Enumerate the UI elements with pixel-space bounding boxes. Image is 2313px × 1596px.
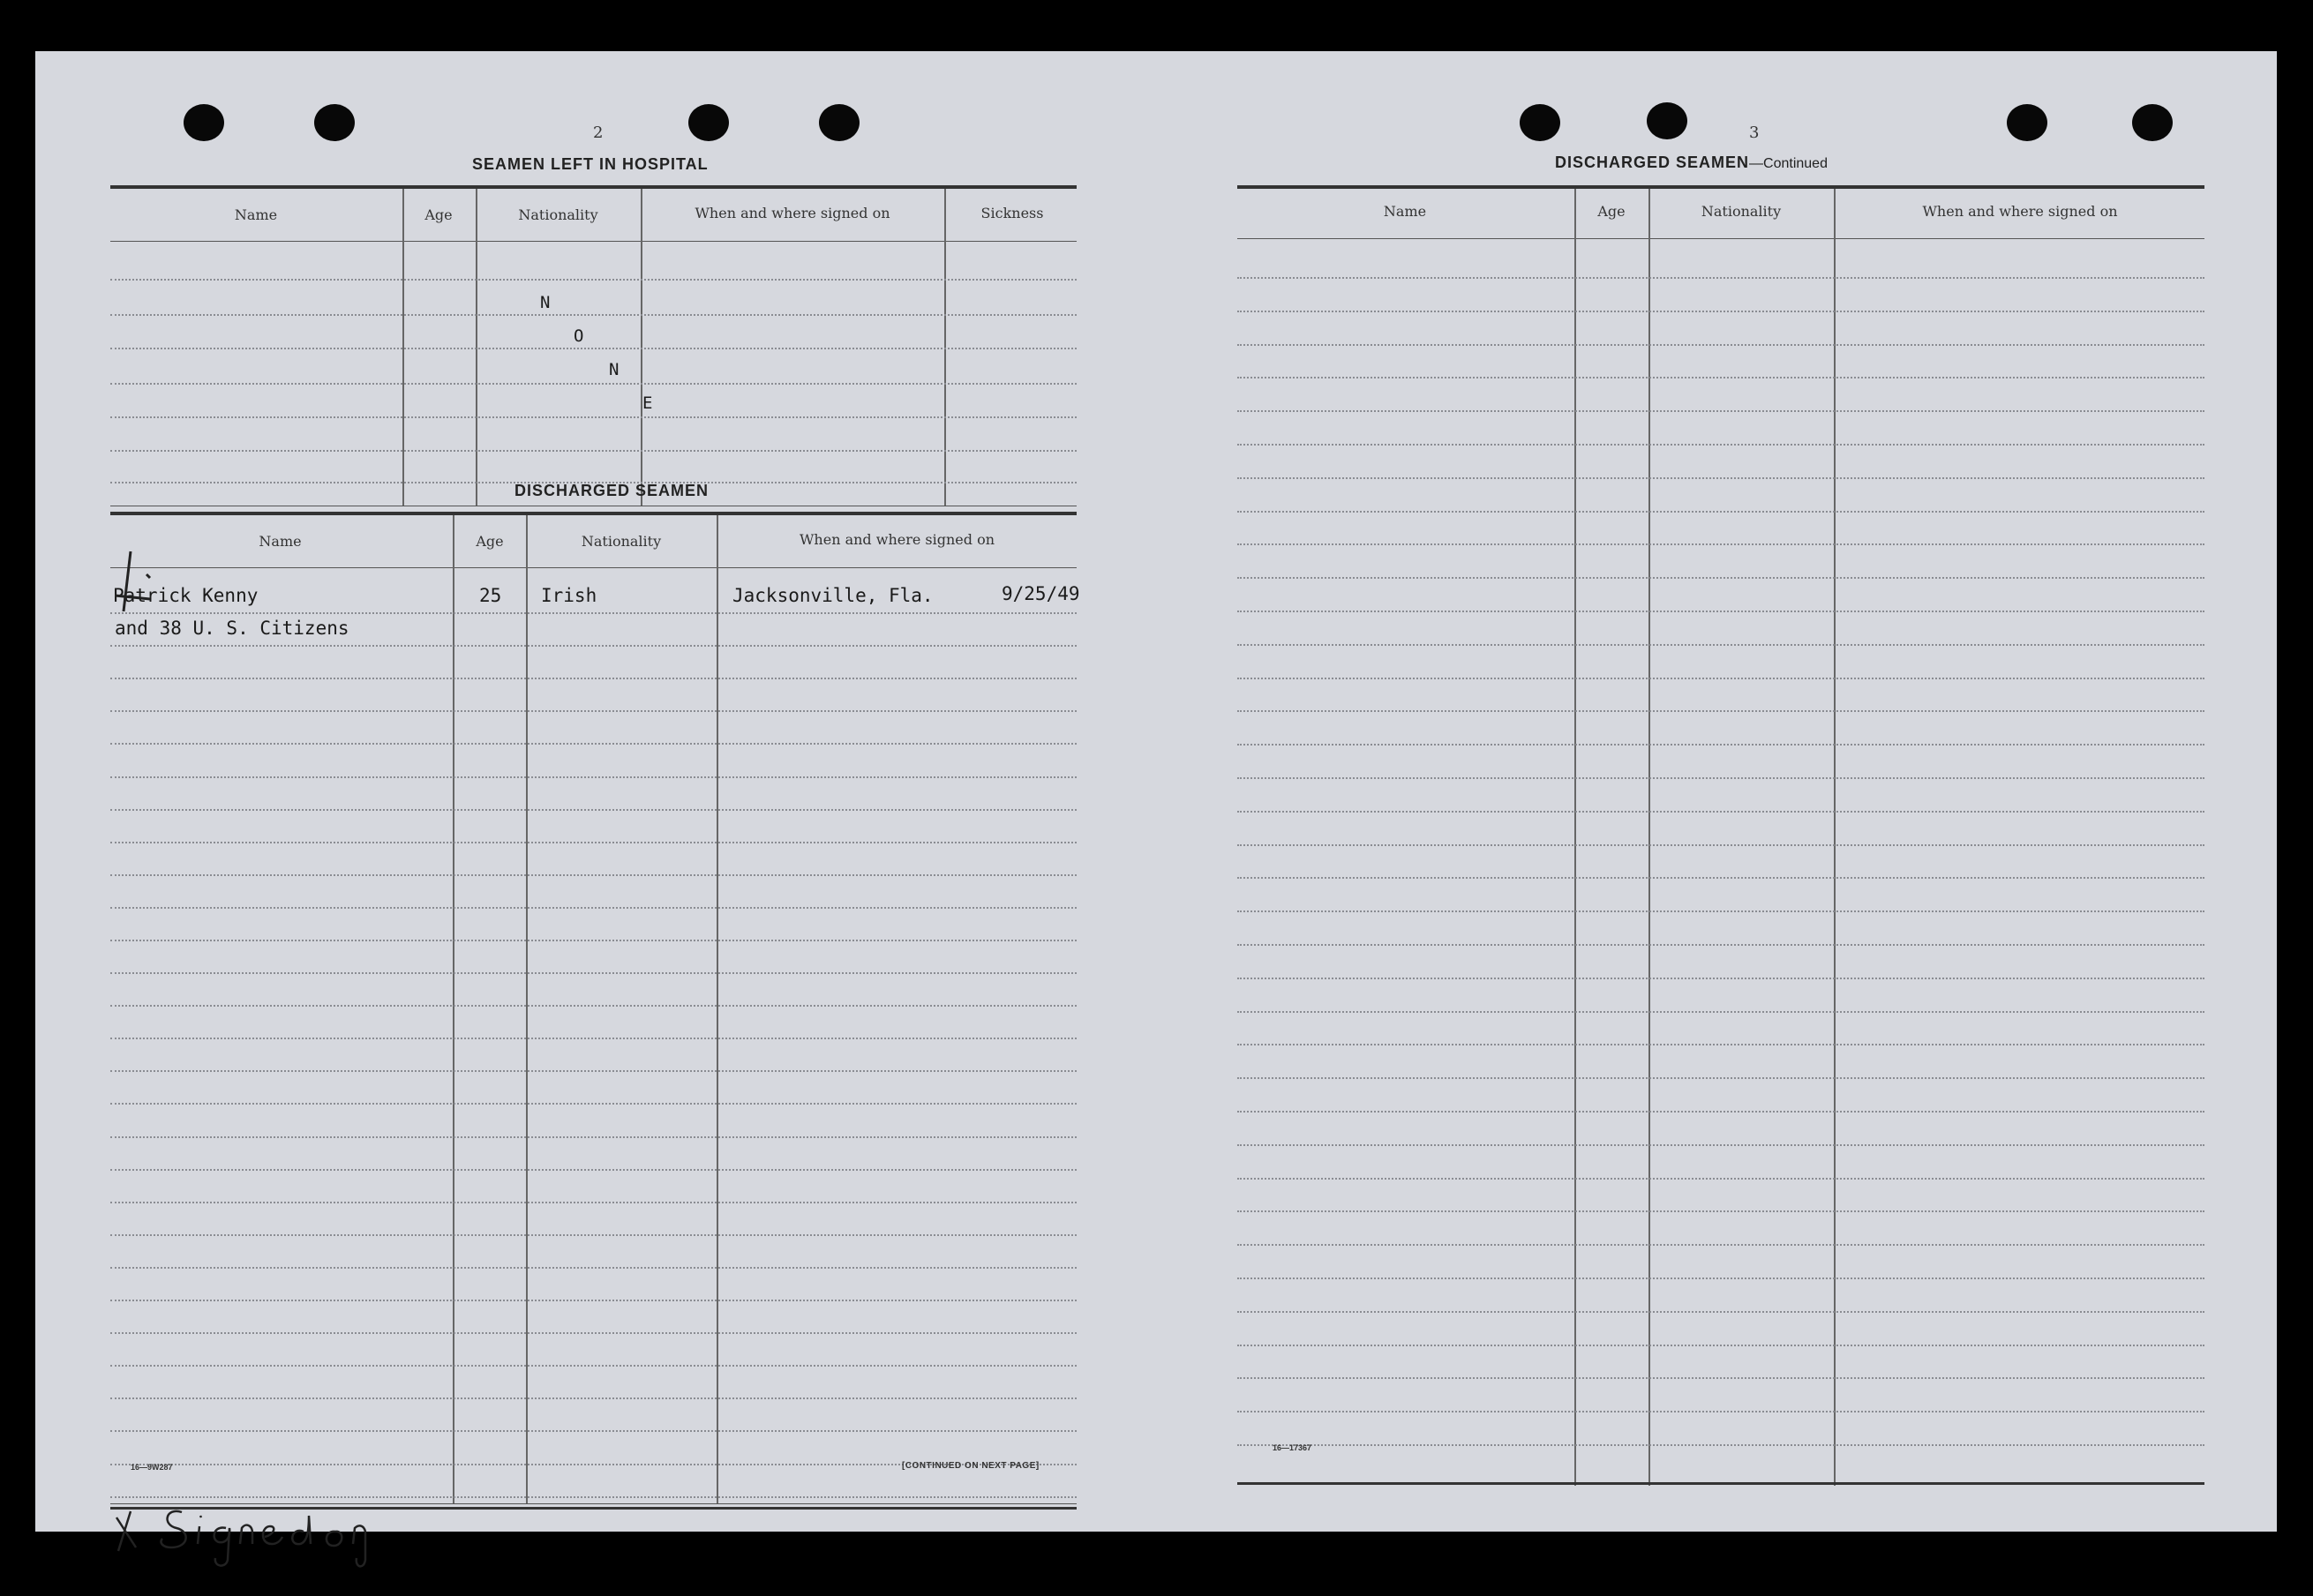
table-row-line [110, 940, 1077, 941]
discharged-vline [717, 515, 718, 1503]
right-bottom-thick-rule [1237, 1482, 2204, 1485]
table-row-line [1237, 1144, 2204, 1146]
table-row-line [110, 1267, 1077, 1269]
hospital-col-age: Age [424, 206, 453, 223]
table-row-line [1237, 1444, 2204, 1446]
table-row-line [1237, 1210, 2204, 1212]
right-top-rule [1237, 185, 2204, 189]
discharged-nationality-1: Irish [541, 585, 597, 606]
right-col-nationality: Nationality [1701, 203, 1782, 220]
table-row-line [1237, 944, 2204, 946]
table-row-line [110, 1234, 1077, 1236]
continued-suffix: —Continued [1749, 156, 1828, 171]
punch-hole [688, 104, 729, 141]
hospital-col-name: Name [234, 206, 278, 223]
page-number: 2 [593, 124, 604, 142]
table-row-line [1237, 1411, 2204, 1412]
table-row-line [1237, 611, 2204, 612]
hospital-none-letter: E [642, 393, 653, 413]
discharged-top-rule [110, 512, 1077, 515]
check-mark-icon [115, 541, 168, 673]
discharged-age-1: 25 [479, 585, 502, 606]
table-row-line [1237, 577, 2204, 579]
table-row-line [110, 743, 1077, 745]
discharged-name-1: Patrick Kenny [113, 585, 259, 606]
discharged-col-age: Age [476, 533, 504, 550]
table-row-line [1237, 1311, 2204, 1313]
handwritten-signature [113, 1463, 422, 1569]
table-row-line [110, 809, 1077, 811]
hospital-row-line [110, 450, 1077, 452]
table-row-line [1237, 644, 2204, 646]
table-row-line [1237, 543, 2204, 545]
table-row-line [1237, 910, 2204, 912]
punch-hole [2132, 104, 2173, 141]
table-row-line [1237, 1377, 2204, 1379]
hospital-row-line [110, 348, 1077, 349]
table-row-line [110, 1397, 1077, 1399]
hospital-top-rule [110, 185, 1077, 189]
table-row-line [1237, 511, 2204, 513]
left-page [35, 51, 1174, 1532]
discharged-col-name: Name [259, 533, 302, 550]
discharged-signed-on-1: Jacksonville, Fla. [732, 585, 934, 606]
hospital-none-letter: N [540, 293, 551, 312]
hospital-none-letter: N [609, 360, 620, 379]
hospital-none-letter: O [574, 326, 584, 346]
table-row-line [1237, 877, 2204, 879]
table-row-line [110, 710, 1077, 712]
right-col-signed-on: When and where signed on [1922, 203, 2118, 220]
hospital-col-nationality: Nationality [518, 206, 598, 223]
discharged-col-nationality: Nationality [581, 533, 662, 550]
table-row-line [110, 1136, 1077, 1138]
table-row-line [110, 1169, 1077, 1171]
table-row-line [1237, 1044, 2204, 1045]
hospital-row-line [110, 314, 1077, 316]
hospital-col-sickness: Sickness [980, 205, 1044, 221]
discharged-vline [453, 515, 454, 1503]
table-row-line [110, 874, 1077, 876]
table-row-line [110, 907, 1077, 909]
table-row-line [1237, 477, 2204, 479]
discharged-name-2: and 38 U. S. Citizens [115, 618, 349, 639]
table-row-line [110, 612, 1077, 614]
right-vline [1648, 189, 1650, 1486]
table-row-line [110, 678, 1077, 679]
right-col-age: Age [1597, 203, 1626, 220]
discharged-date-1: 9/25/49 [1002, 583, 1080, 604]
form-code: 16—17367 [1273, 1443, 1312, 1452]
table-row-line [110, 1300, 1077, 1301]
table-row-line [1237, 344, 2204, 346]
table-row-line [110, 1202, 1077, 1203]
discharged-vline [526, 515, 528, 1503]
table-row-line [110, 842, 1077, 843]
discharged-continued-title [1555, 154, 1828, 172]
document-sheet [35, 51, 2277, 1532]
right-header-rule [1237, 238, 2204, 239]
continued-note: [CONTINUED ON NEXT PAGE] [902, 1461, 1040, 1471]
table-row-line [1237, 311, 2204, 312]
right-vline [1834, 189, 1836, 1486]
punch-hole [1647, 102, 1687, 139]
table-row-line [110, 1332, 1077, 1334]
table-row-line [1237, 744, 2204, 746]
table-row-line [110, 1038, 1077, 1039]
right-col-name: Name [1383, 203, 1427, 220]
table-row-line [1237, 1345, 2204, 1346]
punch-hole [1520, 104, 1560, 141]
table-row-line [1237, 1244, 2204, 1246]
table-row-line [1237, 444, 2204, 446]
table-row-line [1237, 1178, 2204, 1180]
hospital-col-signed-on: When and where signed on [695, 205, 890, 221]
table-row-line [110, 1365, 1077, 1367]
hospital-header-rule [110, 241, 1077, 242]
discharged-continued-title-text: DISCHARGED SEAMEN [1555, 154, 1750, 171]
right-page [1174, 51, 2277, 1532]
table-row-line [1237, 410, 2204, 412]
table-row-line [1237, 978, 2204, 979]
discharged-header-rule [110, 567, 1077, 568]
hospital-row-line [110, 416, 1077, 418]
table-row-line [1237, 678, 2204, 679]
hospital-section-title: SEAMEN LEFT IN HOSPITAL [472, 155, 709, 173]
table-row-line [1237, 844, 2204, 846]
table-row-line [110, 1070, 1077, 1072]
table-row-line [1237, 1011, 2204, 1013]
table-row-line [110, 1005, 1077, 1007]
table-row-line [110, 645, 1077, 647]
table-row-line [1237, 277, 2204, 279]
hospital-row-line [110, 383, 1077, 385]
punch-hole [2007, 104, 2047, 141]
table-row-line [1237, 777, 2204, 779]
table-row-line [1237, 377, 2204, 378]
punch-hole [314, 104, 355, 141]
table-row-line [1237, 710, 2204, 712]
punch-hole [184, 104, 224, 141]
right-vline [1574, 189, 1576, 1486]
discharged-col-signed-on: When and where signed on [799, 531, 995, 548]
punch-hole [819, 104, 860, 141]
table-row-line [110, 1103, 1077, 1105]
hospital-row-line [110, 279, 1077, 281]
table-row-line [1237, 1111, 2204, 1113]
form-code: 16—9W287 [131, 1463, 173, 1472]
table-row-line [110, 972, 1077, 974]
page-number: 3 [1749, 124, 1760, 142]
table-row-line [1237, 811, 2204, 813]
table-row-line [1237, 1077, 2204, 1079]
table-row-line [110, 776, 1077, 778]
table-row-line [110, 1430, 1077, 1432]
table-row-line [1237, 1278, 2204, 1279]
discharged-section-title: DISCHARGED SEAMEN [514, 482, 710, 499]
